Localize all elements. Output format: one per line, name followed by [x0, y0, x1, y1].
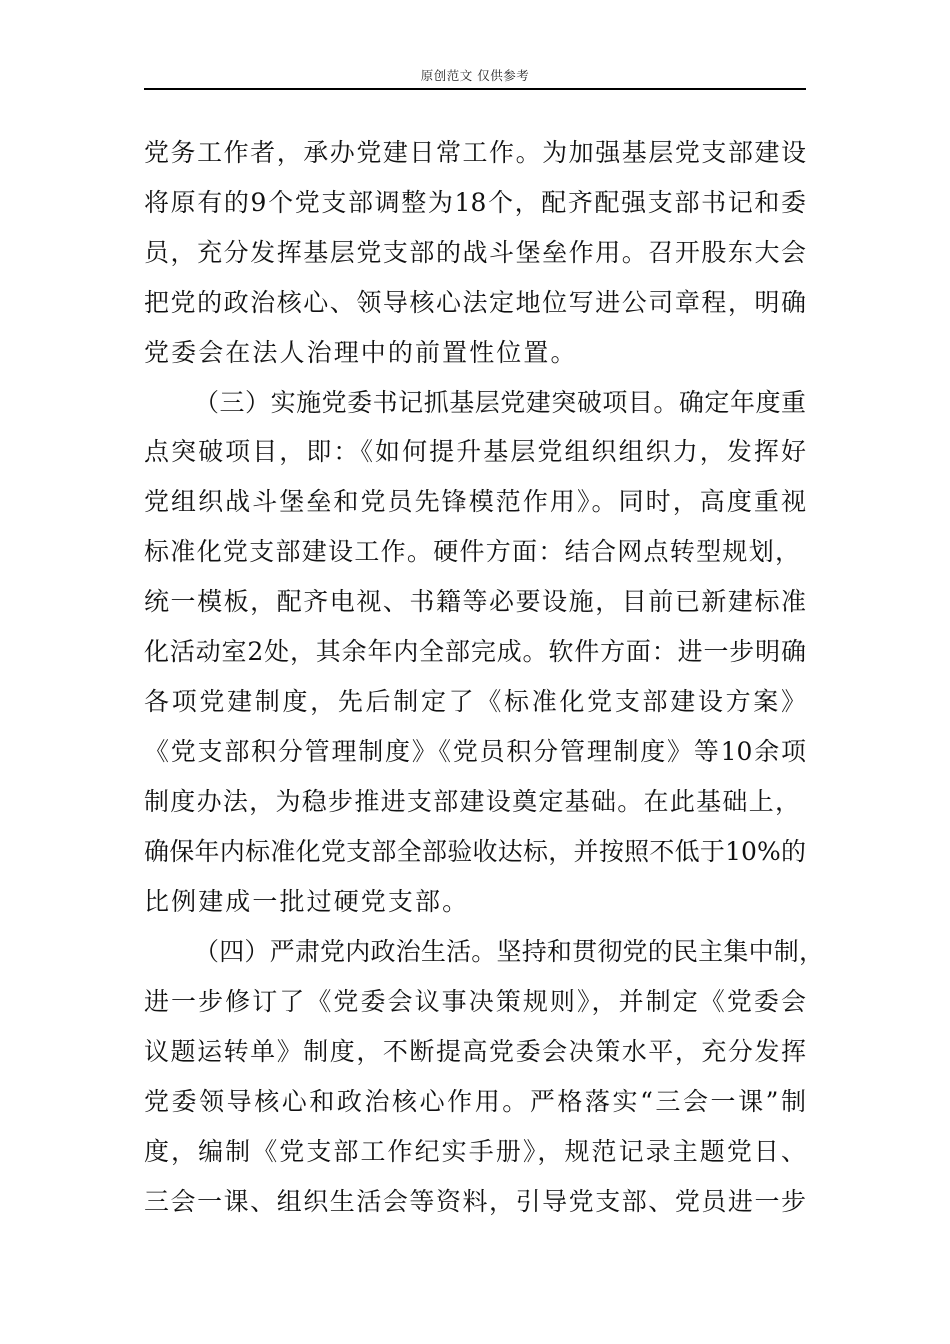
paragraph-first-line: （四）严肃党内政治生活。坚持和贯彻党的民主集中制，	[194, 937, 824, 966]
text-line: 议题运转单》制度，不断提高党委会决策水平，充分发挥	[144, 1037, 806, 1066]
text-line: 《党支部积分管理制度》《党员积分管理制度》等10余项	[144, 737, 806, 766]
text-line: 各项党建制度，先后制定了《标准化党支部建设方案》	[144, 687, 806, 716]
text-line: 党委领导核心和政治核心作用。严格落实“三会一课”制	[144, 1087, 806, 1116]
text-line: 党委会在法人治理中的前置性位置。	[144, 338, 578, 367]
text-line: 确保年内标准化党支部全部验收达标，并按照不低于10%的	[144, 837, 806, 866]
text-line: 把党的政治核心、领导核心法定地位写进公司章程，明确	[144, 288, 806, 317]
text-line: 党组织战斗堡垒和党员先锋模范作用》。同时，高度重视	[144, 487, 806, 516]
text-line: 员，充分发挥基层党支部的战斗堡垒作用。召开股东大会	[144, 238, 806, 267]
text-line: 度，编制《党支部工作纪实手册》，规范记录主题党日、	[144, 1137, 806, 1166]
text-line: 比例建成一批过硬党支部。	[144, 887, 470, 916]
paragraph-first-line: （三）实施党委书记抓基层党建突破项目。确定年度重	[194, 388, 806, 417]
text-line: 化活动室2处，其余年内全部完成。软件方面：进一步明确	[144, 637, 806, 666]
text-line: 将原有的9个党支部调整为18个，配齐配强支部书记和委	[144, 188, 806, 217]
header-text: 原创范文 仅供参考	[420, 68, 530, 83]
page-header	[144, 62, 806, 90]
text-line: 制度办法，为稳步推进支部建设奠定基础。在此基础上，	[144, 787, 800, 816]
text-line: 点突破项目，即：《如何提升基层党组织组织力，发挥好	[144, 437, 806, 466]
text-line: 三会一课、组织生活会等资料，引导党支部、党员进一步	[144, 1187, 806, 1216]
text-line: 统一模板，配齐电视、书籍等必要设施，目前已新建标准	[144, 587, 806, 616]
text-line: 党务工作者，承办党建日常工作。为加强基层党支部建设	[144, 138, 806, 167]
text-line: 标准化党支部建设工作。硬件方面：结合网点转型规划，	[144, 537, 800, 566]
text-line: 进一步修订了《党委会议事决策规则》，并制定《党委会	[144, 987, 806, 1016]
